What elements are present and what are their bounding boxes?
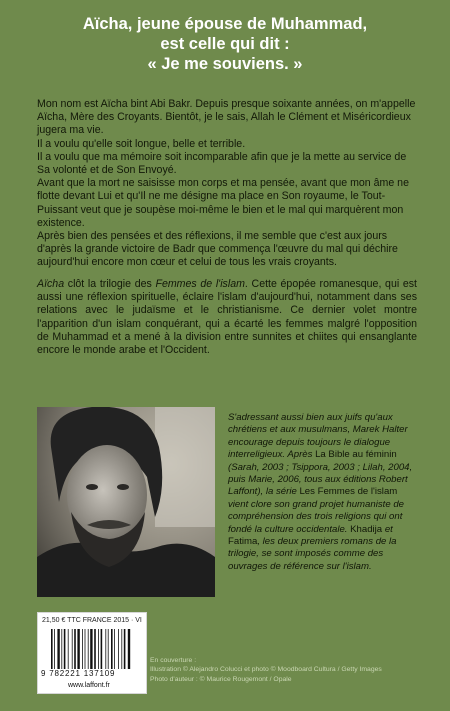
excerpt xyxy=(37,98,417,270)
excerpt-paragraph: Avant que la mort ne saisisse mon corps et ma pensée, avant que mon âme ne flotte devant Lui et qu'Il ne me désigne ma place en Son royaume, le Tout-Puissant veut que je soupèse moi-même le bien et le mal qui marquèrent mon existence. xyxy=(37,177,409,229)
barcode-bar xyxy=(85,629,86,669)
headline-line-3: « Je me souviens. » xyxy=(147,55,303,73)
barcode-bar xyxy=(111,629,113,669)
trilogy-title: Femmes de l'islam xyxy=(155,278,245,290)
synopsis-title: Aïcha xyxy=(37,278,65,290)
barcode-bar xyxy=(108,629,109,669)
headline xyxy=(40,14,410,74)
barcode-bar xyxy=(105,629,106,669)
barcode-box xyxy=(37,612,147,694)
barcode-bar xyxy=(82,629,83,669)
credit-line: En couverture : xyxy=(150,657,197,664)
isbn-barcode xyxy=(50,629,140,669)
price-label: 21,50 € TTC FRANCE 2015 · VI xyxy=(42,617,142,624)
barcode-bar xyxy=(124,629,126,669)
barcode-bar xyxy=(101,629,103,669)
publisher-website: www.laffont.fr xyxy=(68,682,110,689)
credit-line: Photo d'auteur : © Maurice Rougemont / Opale xyxy=(150,675,292,683)
barcode-bar xyxy=(77,629,79,669)
headline-line-1: Aïcha, jeune épouse de Muhammad, xyxy=(82,15,368,33)
barcode-bar xyxy=(114,629,115,669)
synopsis xyxy=(37,278,417,357)
barcode-bar xyxy=(118,629,119,669)
headline-line-2: est celle qui dit : xyxy=(160,35,290,53)
barcode-bar xyxy=(88,629,89,669)
excerpt-paragraph: Il a voulu qu'elle soit longue, belle et terrible. xyxy=(37,137,246,150)
excerpt-paragraph: Mon nom est Aïcha bint Abi Bakr. Depuis presque soixante années, on m'appelle Aïcha, Mère des Croyants. Bientôt, je le sais, Allah le Clément et Miséricordieux jugera ma vie. xyxy=(37,98,416,137)
isbn-number: 9 782221 137109 xyxy=(41,669,116,678)
barcode-bar xyxy=(94,629,96,669)
photo-credits xyxy=(150,656,430,684)
barcode-bar xyxy=(64,629,66,669)
barcode-bar xyxy=(61,629,62,669)
barcode-bar xyxy=(54,629,55,669)
synopsis-paragraph: Aïcha clôt la trilogie des Femmes de l'islam. Cette épopée romanesque, qui est aussi une réflexion spirituelle, éclaire l'islam d'aujourd'hui, notamment dans ses relations avec le judaïsme et le christianisme. Ce dernier volet montre l'apparition d'un islam conquérant, qui a écarté les femmes malgré l'opposition de Muhammad et a mené à la division entre sunnites et chiites qui ensanglante encore le monde arabe et l'Occident. xyxy=(37,278,418,357)
barcode-bar xyxy=(128,629,130,669)
excerpt-paragraph: Il a voulu que ma mémoire soit incomparable afin que je la mette au service de Sa volonté et de Son Envoyé. xyxy=(37,150,407,177)
barcode-bar xyxy=(51,629,53,669)
barcode-bar xyxy=(72,629,73,669)
author-caption: S'adressant aussi bien aux juifs qu'aux chrétiens et aux musulmans, Marek Halter encourage depuis toujours le dialogue interreligieux. Après La Bible au féminin (Sarah, 2003 ; Tsippora, 2003 ; Lilah, 2004, puis Marie, 2006, tous aux éditions Robert Laffont), la série Les Femmes de l'islam vient clore son grand projet humaniste de compréhension des trois religions qui ont fondé la culture occidentale. Khadija et Fatima, les deux premiers romans de la trilogie, se sont imposés comme des ouvrages de référence sur l'islam. xyxy=(228,412,413,572)
barcode-bar xyxy=(90,629,92,669)
barcode-bar xyxy=(74,629,76,669)
author-photo xyxy=(37,407,215,597)
barcode-bar xyxy=(98,629,99,669)
credit-line: Illustration © Alejandro Colucci et photo © Moodboard Cultura / Getty Images xyxy=(150,666,382,674)
barcode-bar xyxy=(57,629,59,669)
author-portrait-image xyxy=(37,407,215,597)
barcode-bar xyxy=(121,629,122,669)
excerpt-paragraph: Après bien des pensées et des réflexions, il me semble que c'est aux jours d'après la grande victoire de Badr que commença l'œuvre du mal qui déchire aujourd'hui encore mon cœur et celui de tous les vrais croyants. xyxy=(37,230,398,269)
barcode-bar xyxy=(68,629,69,669)
